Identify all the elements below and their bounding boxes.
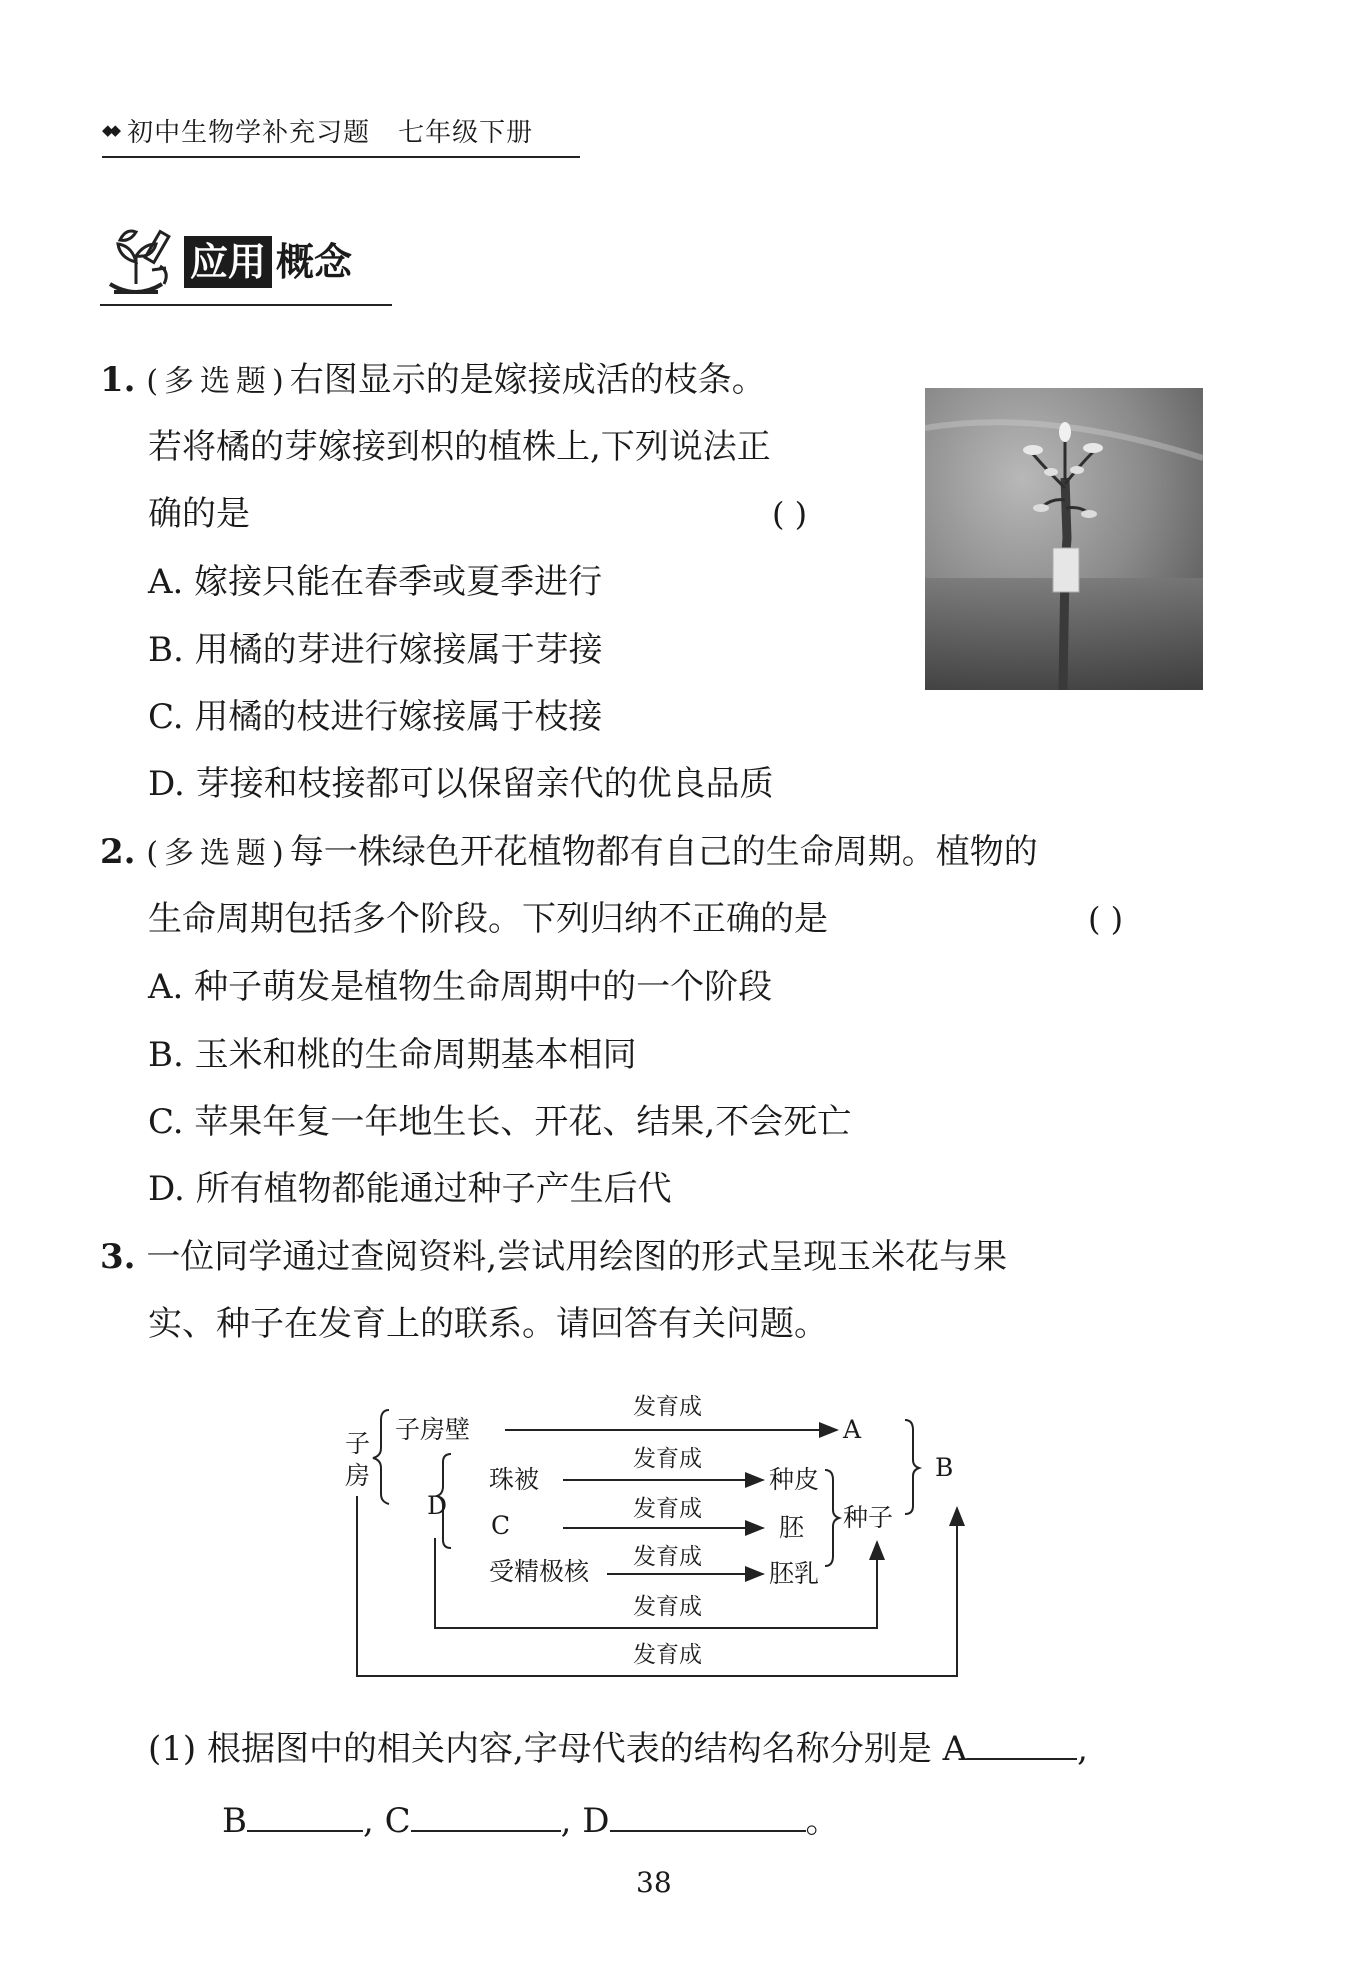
diagram-embryo: 胚 xyxy=(779,1513,805,1542)
q3-line2: 实、种子在发育上的联系。请回答有关问题。 xyxy=(148,1304,828,1344)
diagram-ovary-wall: 子房壁 xyxy=(395,1415,471,1444)
q1-option-b: B. 用橘的芽进行嫁接属于芽接 xyxy=(148,630,603,670)
q3-sub1-line1 xyxy=(148,1724,1088,1771)
blank-a[interactable] xyxy=(967,1724,1077,1760)
q2-number: 2. xyxy=(100,832,136,872)
q3-number: 3. xyxy=(100,1237,136,1277)
q1-line3: 确的是 xyxy=(148,494,250,534)
diagram-polar-nuclei: 受精极核 xyxy=(489,1557,590,1586)
q2-option-a: A. 种子萌发是植物生命周期中的一个阶段 xyxy=(148,967,773,1007)
diagram-ovary-top: 子 xyxy=(345,1429,371,1458)
q3-text-1: 一位同学通过查阅资料,尝试用绘图的形式呈现玉米花与果 xyxy=(146,1237,1008,1277)
q2-option-c: C. 苹果年复一年地生长、开花、结果,不会死亡 xyxy=(148,1102,852,1142)
diagram-develops-1: 发育成 xyxy=(633,1394,702,1420)
q3-sub1-label-c: , C xyxy=(363,1801,411,1841)
flower-fruit-diagram xyxy=(345,1390,985,1690)
section-title-boxed: 应用 xyxy=(184,236,272,288)
diagram-seed-coat: 种皮 xyxy=(769,1465,820,1494)
section-title-rest: 概念 xyxy=(276,240,353,284)
book-grade: 七年级下册 xyxy=(398,117,534,148)
diagram-integument: 珠被 xyxy=(489,1465,540,1494)
q2-text-1: 每一株绿色开花植物都有自己的生命周期。植物的 xyxy=(289,832,1038,872)
q1-tag: (多选题) xyxy=(146,364,290,399)
diamond-bullet-icon: ◆◆ xyxy=(102,121,118,139)
diagram-develops-3: 发育成 xyxy=(633,1496,702,1522)
section-underline xyxy=(100,304,392,306)
book-title: 初中生物学补充习题 xyxy=(127,117,371,148)
q1-option-d: D. 芽接和枝接都可以保留亲代的优良品质 xyxy=(148,764,774,804)
running-header xyxy=(102,110,582,158)
blank-d[interactable] xyxy=(610,1796,806,1832)
diagram-develops-6: 发育成 xyxy=(633,1642,702,1668)
q1-number: 1. xyxy=(100,360,136,400)
q3-sub1-comma: , xyxy=(1077,1729,1088,1769)
diagram-label-b: B xyxy=(935,1453,954,1482)
grafted-branch-image xyxy=(925,388,1203,690)
q1-option-c: C. 用橘的枝进行嫁接属于枝接 xyxy=(148,697,603,737)
q3-sub1-label-b: B xyxy=(222,1801,247,1841)
q1-line1 xyxy=(100,358,766,404)
diagram-label-d: D xyxy=(427,1491,448,1520)
q3-sub1-end: 。 xyxy=(805,1801,840,1841)
q3-sub1-line2 xyxy=(222,1796,840,1843)
diagram-seed: 种子 xyxy=(843,1503,894,1532)
q3-sub1-label-d: , D xyxy=(560,1801,610,1841)
diagram-label-a: A xyxy=(843,1415,862,1444)
diagram-develops-2: 发育成 xyxy=(633,1446,702,1472)
q3-line1 xyxy=(100,1235,1007,1279)
diagram-ovary-bottom: 房 xyxy=(345,1461,371,1490)
q1-option-a: A. 嫁接只能在春季或夏季进行 xyxy=(148,562,603,602)
page-number: 38 xyxy=(636,1866,672,1899)
q2-line2: 生命周期包括多个阶段。下列归纳不正确的是 xyxy=(148,899,828,939)
diagram-develops-5: 发育成 xyxy=(633,1594,702,1620)
q2-answer-paren: ( ) xyxy=(1088,900,1124,938)
blank-c[interactable] xyxy=(411,1796,561,1832)
q2-line1 xyxy=(100,830,1038,876)
q2-option-d: D. 所有植物都能通过种子产生后代 xyxy=(148,1169,672,1209)
header-underline xyxy=(102,156,580,158)
q2-tag: (多选题) xyxy=(146,836,290,871)
q1-line2: 若将橘的芽嫁接到枳的植株上,下列说法正 xyxy=(148,427,771,467)
grafted-branch-photo xyxy=(925,388,1203,690)
q2-option-b: B. 玉米和桃的生命周期基本相同 xyxy=(148,1035,637,1075)
q1-text-1: 右图显示的是嫁接成活的枝条。 xyxy=(289,360,766,400)
blank-b[interactable] xyxy=(247,1796,363,1832)
diagram-develops-4: 发育成 xyxy=(633,1544,702,1570)
section-heading xyxy=(100,222,400,306)
diagram-endosperm: 胚乳 xyxy=(769,1559,820,1588)
plant-microscope-icon xyxy=(100,222,180,302)
q3-sub1-prompt: (1) 根据图中的相关内容,字母代表的结构名称分别是 A xyxy=(148,1729,968,1769)
diagram-label-c: C xyxy=(491,1511,511,1540)
q1-answer-paren: ( ) xyxy=(772,495,808,533)
